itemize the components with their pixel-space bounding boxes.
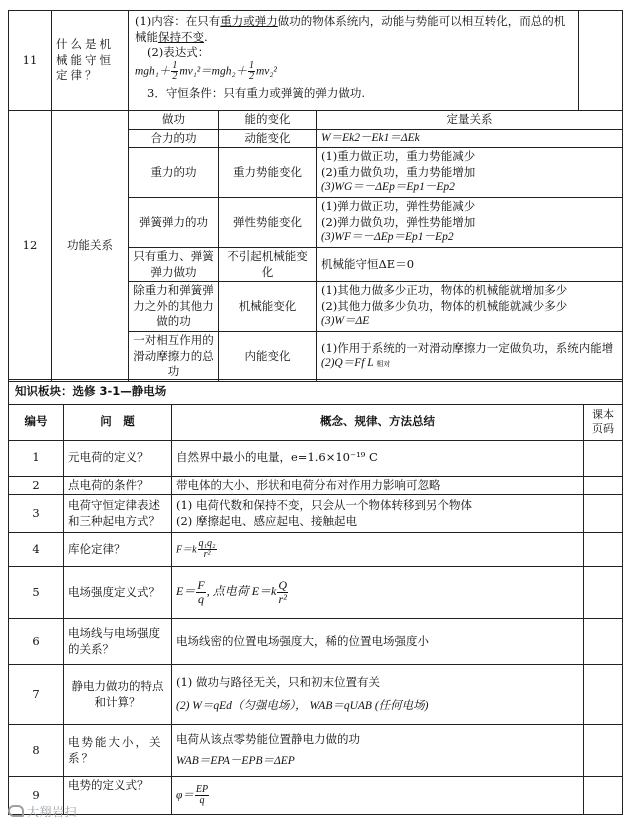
col-header-work: 做功	[129, 111, 219, 130]
law-content: (1)内容：在只有重力或弹力做功的物体系统内，动能与势能可以相互转化，而总的机械能保持不变.	[135, 14, 566, 44]
row-answer: 带电体的大小、形状和电荷分布对作用力影响可忽略	[172, 476, 584, 495]
change-cell: 内能变化	[219, 332, 317, 382]
law-condition: 3．守恒条件：只有重力或弹簧的弹力做功.	[147, 85, 365, 100]
section-row	[9, 380, 623, 405]
change-cell: 重力势能变化	[219, 148, 317, 198]
relation-cell: (1)弹力做正功，弹性势能减少 (2)弹力做负功，弹性势能增加 (3)WF＝－ΔEp＝Ep1－Ep2	[317, 198, 623, 248]
electrostatics-table	[8, 379, 623, 815]
row-question: 点电荷的条件？	[64, 476, 172, 495]
col-header-summary: 概念、规律、方法总结	[172, 404, 584, 440]
work-cell: 弹簧弹力的功	[129, 198, 219, 248]
work-cell: 一对相互作用的滑动摩擦力的总功	[129, 332, 219, 382]
relation-cell: W＝Ek2－Ek1＝ΔEk	[317, 129, 623, 148]
row-question: 电势能大小，关系？	[64, 725, 172, 777]
change-cell: 动能变化	[219, 129, 317, 148]
table-row	[9, 440, 623, 476]
work-cell: 只有重力、弹簧弹力做功	[129, 248, 219, 282]
table-row	[9, 619, 623, 665]
row-answer: 自然界中最小的电量，e=1.6×10⁻¹⁹ C	[172, 440, 584, 476]
row-number: 5	[9, 567, 64, 619]
row-number: 9	[9, 777, 64, 815]
header-row	[9, 404, 623, 440]
relation-cell: (1)作用于系统的一对滑动摩擦力一定做负功，系统内能增 (2)Q＝Ff L 相对	[317, 332, 623, 382]
row-question: 电荷守恒定律表述和三种起电方式？	[64, 495, 172, 533]
row-number: 1	[9, 440, 64, 476]
table-row	[9, 567, 623, 619]
page-cell	[584, 440, 623, 476]
row-number: 8	[9, 725, 64, 777]
row-question: 电场线与电场强度的关系？	[64, 619, 172, 665]
col-header-page: 课本页码	[584, 404, 623, 440]
row-number: 7	[9, 665, 64, 725]
table-row	[9, 495, 623, 533]
half-fraction: $\frac{1}{2}$	[248, 59, 254, 83]
work-cell: 除重力和弹簧弹力之外的其他力做的功	[129, 282, 219, 332]
row-question: 元电荷的定义？	[64, 440, 172, 476]
row-question: 静电力做功的特点和计算？	[64, 665, 172, 725]
row-question: 电场强度定义式？	[64, 567, 172, 619]
row-answer: F＝k $\frac{\text{q₁q₂}}{\text{r²}}$	[172, 533, 584, 567]
chat-bubble-icon	[8, 805, 24, 817]
relation-cell: 机械能守恒ΔE＝0	[317, 248, 623, 282]
page-cell	[579, 11, 623, 111]
page-cell	[584, 495, 623, 533]
mechanics-table	[8, 10, 623, 382]
row-question: 电势的定义式？	[64, 777, 172, 815]
page-cell	[584, 777, 623, 815]
table-row	[9, 11, 623, 111]
table-row	[9, 111, 623, 130]
row-answer: E＝ $\frac{F}{q}$ , 点电荷 E＝k $\frac{Q}{\text{r²}}$	[172, 567, 584, 619]
law-expression-label: (2)表达式：	[147, 45, 210, 60]
page-cell	[584, 567, 623, 619]
relation-cell: (1)其他力做多少正功，物体的机械能就增加多少 (2)其他力做多少负功，物体的机械能就减少多少 (3)W＝ΔE	[317, 282, 623, 332]
section-title: 知识板块：选修 3-1—静电场	[9, 380, 623, 405]
row-content	[129, 11, 579, 111]
row-number: 12	[9, 111, 52, 382]
row-answer: (1) 电荷代数和保持不变，只会从一个物体转移到另个物体 (2) 摩擦起电、感应起电、接触起电	[172, 495, 584, 533]
half-fraction: $\frac{1}{2}$	[172, 59, 178, 83]
row-answer: 电荷从该点零势能位置静电力做的功 WAB＝EPA－EPB＝ΔEP	[172, 725, 584, 777]
work-cell: 合力的功	[129, 129, 219, 148]
change-cell: 机械能变化	[219, 282, 317, 332]
law-expression: mgh₁＋ $\frac{1}{2}$ mv₁²＝mgh₂＋ $\frac{1}{2}$ mv₂²	[135, 59, 277, 83]
row-answer: (1) 做功与路径无关，只和初末位置有关 (2) W＝qEd（匀强电场）， WAB＝qUAB (任何电场)	[172, 665, 584, 725]
row-number: 11	[9, 11, 52, 111]
watermark: 大翔岩扫	[8, 803, 77, 820]
row-number: 4	[9, 533, 64, 567]
col-header-change: 能的变化	[219, 111, 317, 130]
table-row	[9, 725, 623, 777]
row-number: 6	[9, 619, 64, 665]
row-number: 3	[9, 495, 64, 533]
col-header-num: 编号	[9, 404, 64, 440]
row-question: 功能关系	[52, 111, 129, 382]
row-answer: φ＝ $\frac{EP}{q}$	[172, 777, 584, 815]
page-cell	[584, 533, 623, 567]
row-question: 库伦定律？	[64, 533, 172, 567]
table-row	[9, 777, 623, 815]
col-header-question: 问 题	[64, 404, 172, 440]
page-cell	[584, 619, 623, 665]
change-cell: 弹性势能变化	[219, 198, 317, 248]
page-cell	[584, 476, 623, 495]
table-row	[9, 533, 623, 567]
table-row	[9, 476, 623, 495]
work-cell: 重力的功	[129, 148, 219, 198]
row-question: 什么是机械能守恒定律？	[52, 11, 129, 111]
table-row	[9, 665, 623, 725]
row-number: 2	[9, 476, 64, 495]
change-cell: 不引起机械能变化	[219, 248, 317, 282]
relation-cell: (1)重力做正功，重力势能减少 (2)重力做负功，重力势能增加 (3)WG＝－ΔEp＝Ep1－Ep2	[317, 148, 623, 198]
row-answer: 电场线密的位置电场强度大，稀的位置电场强度小	[172, 619, 584, 665]
col-header-relation: 定量关系	[317, 111, 623, 130]
page-cell	[584, 725, 623, 777]
page-cell	[584, 665, 623, 725]
